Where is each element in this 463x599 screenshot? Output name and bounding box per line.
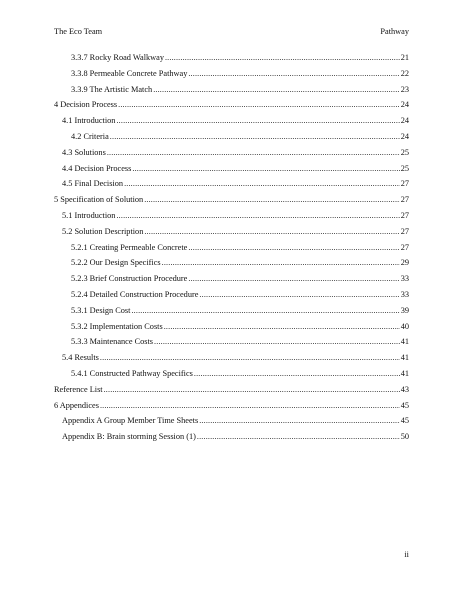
toc-dot-leader (164, 321, 400, 332)
toc-entry-title: Reference List (54, 384, 103, 394)
toc-dot-leader (107, 147, 400, 158)
toc-dot-leader (162, 257, 400, 268)
toc-entry-page: 24 (400, 100, 409, 110)
toc-entry[interactable] (54, 321, 409, 337)
toc-entry-title: 5.2.1 Creating Permeable Concrete (71, 242, 188, 252)
toc-entry-page: 43 (400, 384, 409, 394)
toc-entry[interactable] (54, 178, 409, 194)
toc-dot-leader (144, 194, 400, 205)
toc-entry-page: 27 (400, 242, 409, 252)
header-project-name: Pathway (380, 27, 409, 36)
toc-entry-title: 4.2 Criteria (71, 131, 109, 141)
toc-entry-title: 3.3.9 The Artistic Match (71, 84, 153, 94)
toc-entry[interactable] (54, 257, 409, 273)
toc-entry-page: 45 (400, 400, 409, 410)
toc-entry-title: 5.4 Results (62, 353, 99, 363)
toc-dot-leader (118, 99, 400, 110)
toc-dot-leader (199, 415, 399, 426)
toc-entry-page: 33 (400, 274, 409, 284)
toc-entry[interactable] (54, 384, 409, 400)
toc-entry-title: 6 Appendices (54, 400, 99, 410)
toc-dot-leader (144, 226, 399, 237)
toc-entry[interactable] (54, 242, 409, 258)
toc-dot-leader (194, 368, 400, 379)
toc-entry-title: 4 Decision Process (54, 100, 118, 110)
toc-entry-page: 25 (400, 147, 409, 157)
toc-entry-page: 41 (400, 353, 409, 363)
toc-entry-title: 5.4.1 Constructed Pathway Specifics (71, 368, 193, 378)
toc-entry-title: 5.2 Solution Description (62, 226, 144, 236)
toc-entry-title: 5.3.1 Design Cost (71, 305, 131, 315)
toc-dot-leader (165, 52, 400, 63)
toc-entry-title: 3.3.8 Permeable Concrete Pathway (71, 68, 188, 78)
toc-entry-page: 41 (400, 337, 409, 347)
toc-dot-leader (188, 242, 399, 253)
toc-entry[interactable] (54, 400, 409, 416)
toc-dot-leader (104, 384, 400, 395)
toc-entry[interactable] (54, 273, 409, 289)
toc-dot-leader (124, 178, 400, 189)
toc-entry-page: 45 (400, 416, 409, 426)
toc-dot-leader (188, 68, 399, 79)
toc-entry-page: 39 (400, 305, 409, 315)
toc-dot-leader (116, 210, 399, 221)
toc-entry-page: 40 (400, 321, 409, 331)
toc-entry-title: 5.2.2 Our Design Specifics (71, 258, 161, 268)
toc-entry[interactable] (54, 84, 409, 100)
toc-entry-page: 24 (400, 116, 409, 126)
toc-entry-title: Appendix B: Brain storming Session (1) (62, 432, 196, 442)
toc-entry[interactable] (54, 163, 409, 179)
toc-dot-leader (199, 289, 399, 300)
toc-dot-leader (131, 305, 399, 316)
toc-dot-leader (100, 400, 400, 411)
page-number: ii (404, 550, 409, 559)
toc-entry-title: 5.2.3 Brief Construction Procedure (71, 274, 188, 284)
toc-entry-page: 50 (400, 432, 409, 442)
header-team-name: The Eco Team (54, 27, 103, 36)
toc-entry[interactable] (54, 305, 409, 321)
page-header (54, 27, 409, 39)
toc-entry-page: 27 (400, 210, 409, 220)
toc-entry[interactable] (54, 115, 409, 131)
toc-entry-title: 5 Specification of Solution (54, 195, 144, 205)
toc-dot-leader (116, 115, 399, 126)
toc-entry[interactable] (54, 289, 409, 305)
toc-entry-title: 5.3.2 Implementation Costs (71, 321, 163, 331)
toc-entry-title: 4.3 Solutions (62, 147, 106, 157)
toc-entry-title: 5.1 Introduction (62, 210, 116, 220)
toc-entry[interactable] (54, 226, 409, 242)
toc-dot-leader (197, 431, 400, 442)
toc-entry-title: 5.3.3 Maintenance Costs (71, 337, 154, 347)
toc-entry-page: 21 (400, 53, 409, 62)
toc-entry[interactable] (54, 52, 409, 68)
toc-entry-title: 4.5 Final Decision (62, 179, 124, 189)
toc-entry-page: 27 (400, 195, 409, 205)
toc-entry[interactable] (54, 210, 409, 226)
toc-entry[interactable] (54, 147, 409, 163)
toc-entry[interactable] (54, 194, 409, 210)
toc-entry-title: 5.2.4 Detailed Construction Procedure (71, 289, 199, 299)
toc-entry-page: 33 (400, 289, 409, 299)
toc-entry[interactable] (54, 352, 409, 368)
table-of-contents (54, 52, 409, 447)
toc-entry[interactable] (54, 99, 409, 115)
toc-dot-leader (110, 131, 400, 142)
toc-entry-title: Appendix A Group Member Time Sheets (62, 416, 199, 426)
toc-entry-title: 4.4 Decision Process (62, 163, 132, 173)
toc-entry-title: 3.3.7 Rocky Road Walkway (71, 53, 164, 62)
toc-entry[interactable] (54, 368, 409, 384)
toc-dot-leader (188, 273, 399, 284)
toc-entry-page: 23 (400, 84, 409, 94)
toc-entry-page: 27 (400, 179, 409, 189)
toc-entry[interactable] (54, 131, 409, 147)
toc-entry[interactable] (54, 68, 409, 84)
toc-entry-page: 25 (400, 163, 409, 173)
toc-entry[interactable] (54, 415, 409, 431)
toc-entry-page: 29 (400, 258, 409, 268)
toc-entry-page: 24 (400, 131, 409, 141)
toc-entry-title: 4.1 Introduction (62, 116, 116, 126)
toc-dot-leader (154, 336, 400, 347)
toc-entry[interactable] (54, 431, 409, 447)
toc-entry-page: 22 (400, 68, 409, 78)
toc-dot-leader (100, 352, 400, 363)
toc-dot-leader (153, 84, 400, 95)
toc-entry[interactable] (54, 336, 409, 352)
toc-entry-page: 41 (400, 368, 409, 378)
toc-entry-page: 27 (400, 226, 409, 236)
toc-dot-leader (132, 163, 399, 174)
